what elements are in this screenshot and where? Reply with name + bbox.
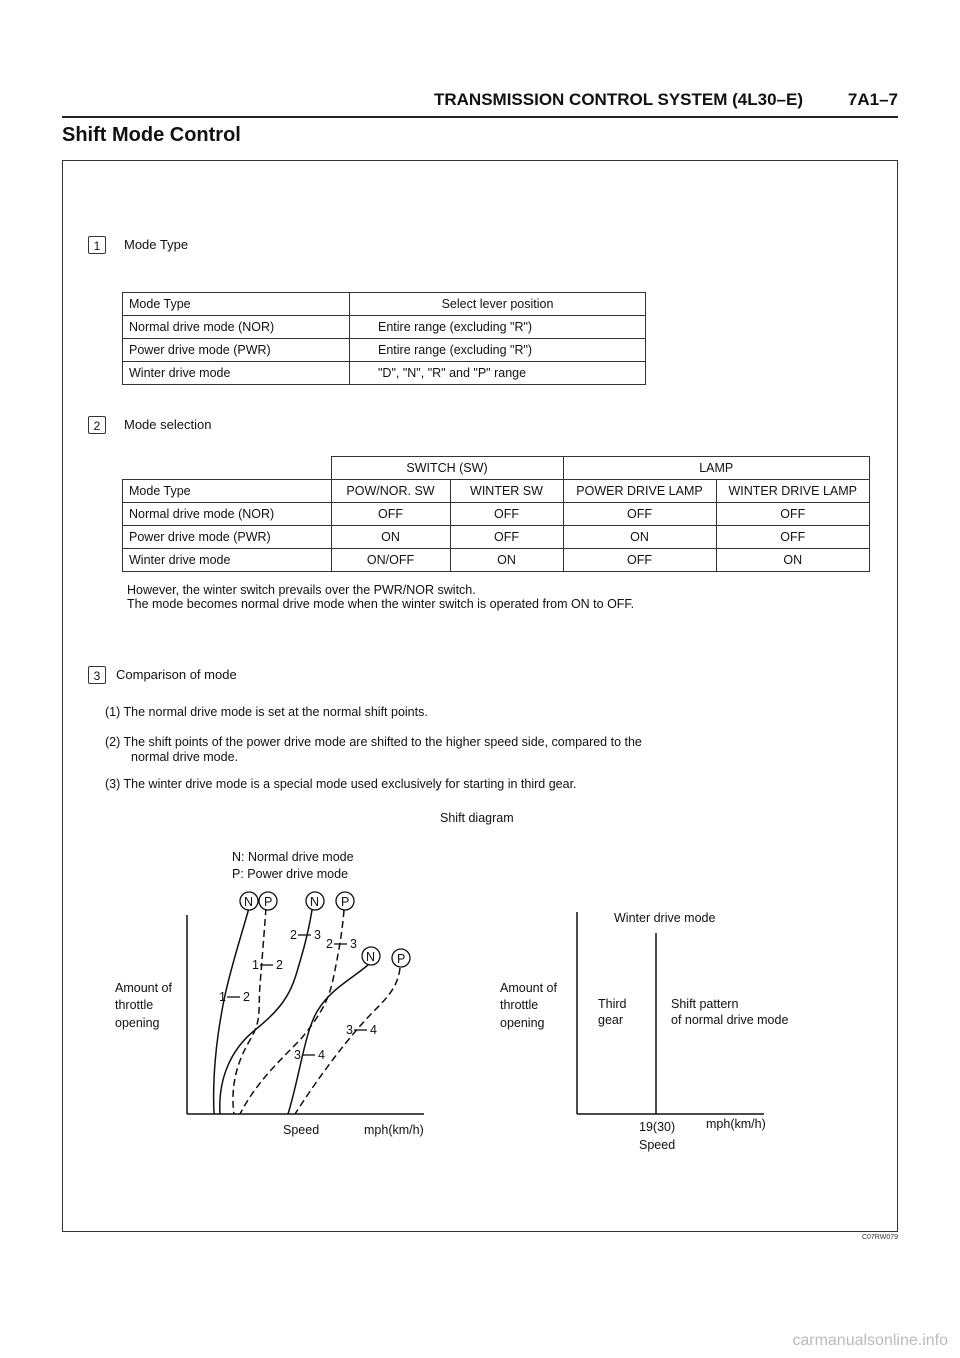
group-header-switch: SWITCH (SW) <box>331 457 563 480</box>
left-ylabel-3: opening <box>115 1016 160 1030</box>
section-number-2: 2 <box>88 416 106 434</box>
table-header: WINTER SW <box>450 480 563 503</box>
table-cell: Normal drive mode (NOR) <box>123 316 350 339</box>
table-header: WINTER DRIVE LAMP <box>716 480 870 503</box>
table-cell: ON <box>331 526 450 549</box>
table-header: POW/NOR. SW <box>331 480 450 503</box>
table-cell: Entire range (excluding "R") <box>350 316 646 339</box>
winter-speed-value: 19(30) <box>639 1120 676 1134</box>
right-ylabel-2: throttle <box>500 998 539 1012</box>
right-ylabel-1: Amount of <box>500 981 557 995</box>
shift-34-power-a: 3 <box>346 1023 353 1037</box>
marker-p-23-label: P <box>341 895 350 909</box>
shift-12-high-b: 2 <box>276 958 283 972</box>
pattern-2: of normal drive mode <box>671 1013 789 1027</box>
paragraph-3: (3) The winter drive mode is a special mode used exclusively for starting in third gear. <box>105 777 577 791</box>
marker-p-34-label: P <box>397 952 406 966</box>
shift-34-power-b: 4 <box>370 1023 377 1037</box>
legend-power: P: Power drive mode <box>232 867 349 881</box>
table-cell: OFF <box>331 503 450 526</box>
paragraph-1: (1) The normal drive mode is set at the normal shift points. <box>105 705 428 719</box>
curve-12-normal <box>214 908 249 1114</box>
mode-selection-heading: Mode selection <box>124 417 212 432</box>
table-cell: "D", "N", "R" and "P" range <box>350 362 646 385</box>
mode-type-heading: Mode Type <box>124 237 189 252</box>
table-cell: ON <box>563 526 716 549</box>
table-cell: OFF <box>450 503 563 526</box>
pattern-1: Shift pattern <box>671 997 739 1011</box>
right-xlabel: Speed <box>639 1138 676 1152</box>
table-cell: Winter drive mode <box>123 549 332 572</box>
table-header: POWER DRIVE LAMP <box>563 480 716 503</box>
shift-23-power-a: 2 <box>326 937 333 951</box>
watermark: carmanualsonline.info <box>792 1332 948 1349</box>
left-units: mph(km/h) <box>364 1123 424 1137</box>
paragraph-2-cont: normal drive mode. <box>131 750 238 764</box>
table-cell: ON <box>450 549 563 572</box>
shift-12-low-b: 2 <box>243 990 250 1004</box>
table-cell: Winter drive mode <box>123 362 350 385</box>
group-header-lamp: LAMP <box>563 457 870 480</box>
table-cell: OFF <box>563 503 716 526</box>
right-units: mph(km/h) <box>706 1117 766 1131</box>
table-header: Select lever position <box>350 293 646 316</box>
marker-n-23-label: N <box>310 895 320 909</box>
table-cell: OFF <box>450 526 563 549</box>
curve-34-normal <box>288 965 368 1114</box>
table-cell: OFF <box>716 503 870 526</box>
table-header: Mode Type <box>123 293 350 316</box>
left-ylabel-2: throttle <box>115 998 154 1012</box>
legend-normal: N: Normal drive mode <box>232 850 354 864</box>
diagram-title: Shift diagram <box>440 811 514 825</box>
marker-n-34-label: N <box>366 950 376 964</box>
curve-34-power <box>295 968 400 1114</box>
table-cell: Entire range (excluding "R") <box>350 339 646 362</box>
comparison-heading: Comparison of mode <box>116 667 237 682</box>
left-ylabel-1: Amount of <box>115 981 172 995</box>
figure-ref: C07RW079 <box>861 1234 898 1241</box>
shift-12-high-a: 1 <box>252 958 259 972</box>
shift-23-normal-b: 3 <box>314 928 321 942</box>
section-number-3: 3 <box>88 666 106 684</box>
table-cell: Normal drive mode (NOR) <box>123 503 332 526</box>
paragraph-2: (2) The shift points of the power drive mode are shifted to the higher speed side, compared to the <box>105 735 642 749</box>
shift-34-normal-a: 3 <box>294 1048 301 1062</box>
table-header: Mode Type <box>123 480 332 503</box>
table-cell: ON/OFF <box>331 549 450 572</box>
table-cell: Power drive mode (PWR) <box>123 526 332 549</box>
right-ylabel-3: opening <box>500 1016 545 1030</box>
third-gear-2: gear <box>598 1013 624 1027</box>
table-cell: ON <box>716 549 870 572</box>
left-xlabel: Speed <box>283 1123 320 1137</box>
winter-title: Winter drive mode <box>614 911 716 925</box>
table-cell: OFF <box>563 549 716 572</box>
table-cell: OFF <box>716 526 870 549</box>
note-line-2: The mode becomes normal drive mode when the winter switch is operated from ON to OFF. <box>127 597 635 611</box>
note-line-1: However, the winter switch prevails over the PWR/NOR switch. <box>127 583 476 597</box>
shift-12-low-a: 1 <box>219 990 226 1004</box>
page-number: 7A1–7 <box>847 90 898 109</box>
header-title: TRANSMISSION CONTROL SYSTEM (4L30–E) <box>433 90 803 109</box>
shift-34-normal-b: 4 <box>318 1048 325 1062</box>
table-cell: Power drive mode (PWR) <box>123 339 350 362</box>
curve-12-power <box>233 908 266 1114</box>
shift-23-power-b: 3 <box>350 937 357 951</box>
marker-p-12-label: P <box>264 895 273 909</box>
third-gear-1: Third <box>598 997 627 1011</box>
marker-n-12-label: N <box>244 895 254 909</box>
shift-23-normal-a: 2 <box>290 928 297 942</box>
section-number-1: 1 <box>88 236 106 254</box>
section-title: Shift Mode Control <box>62 124 241 146</box>
